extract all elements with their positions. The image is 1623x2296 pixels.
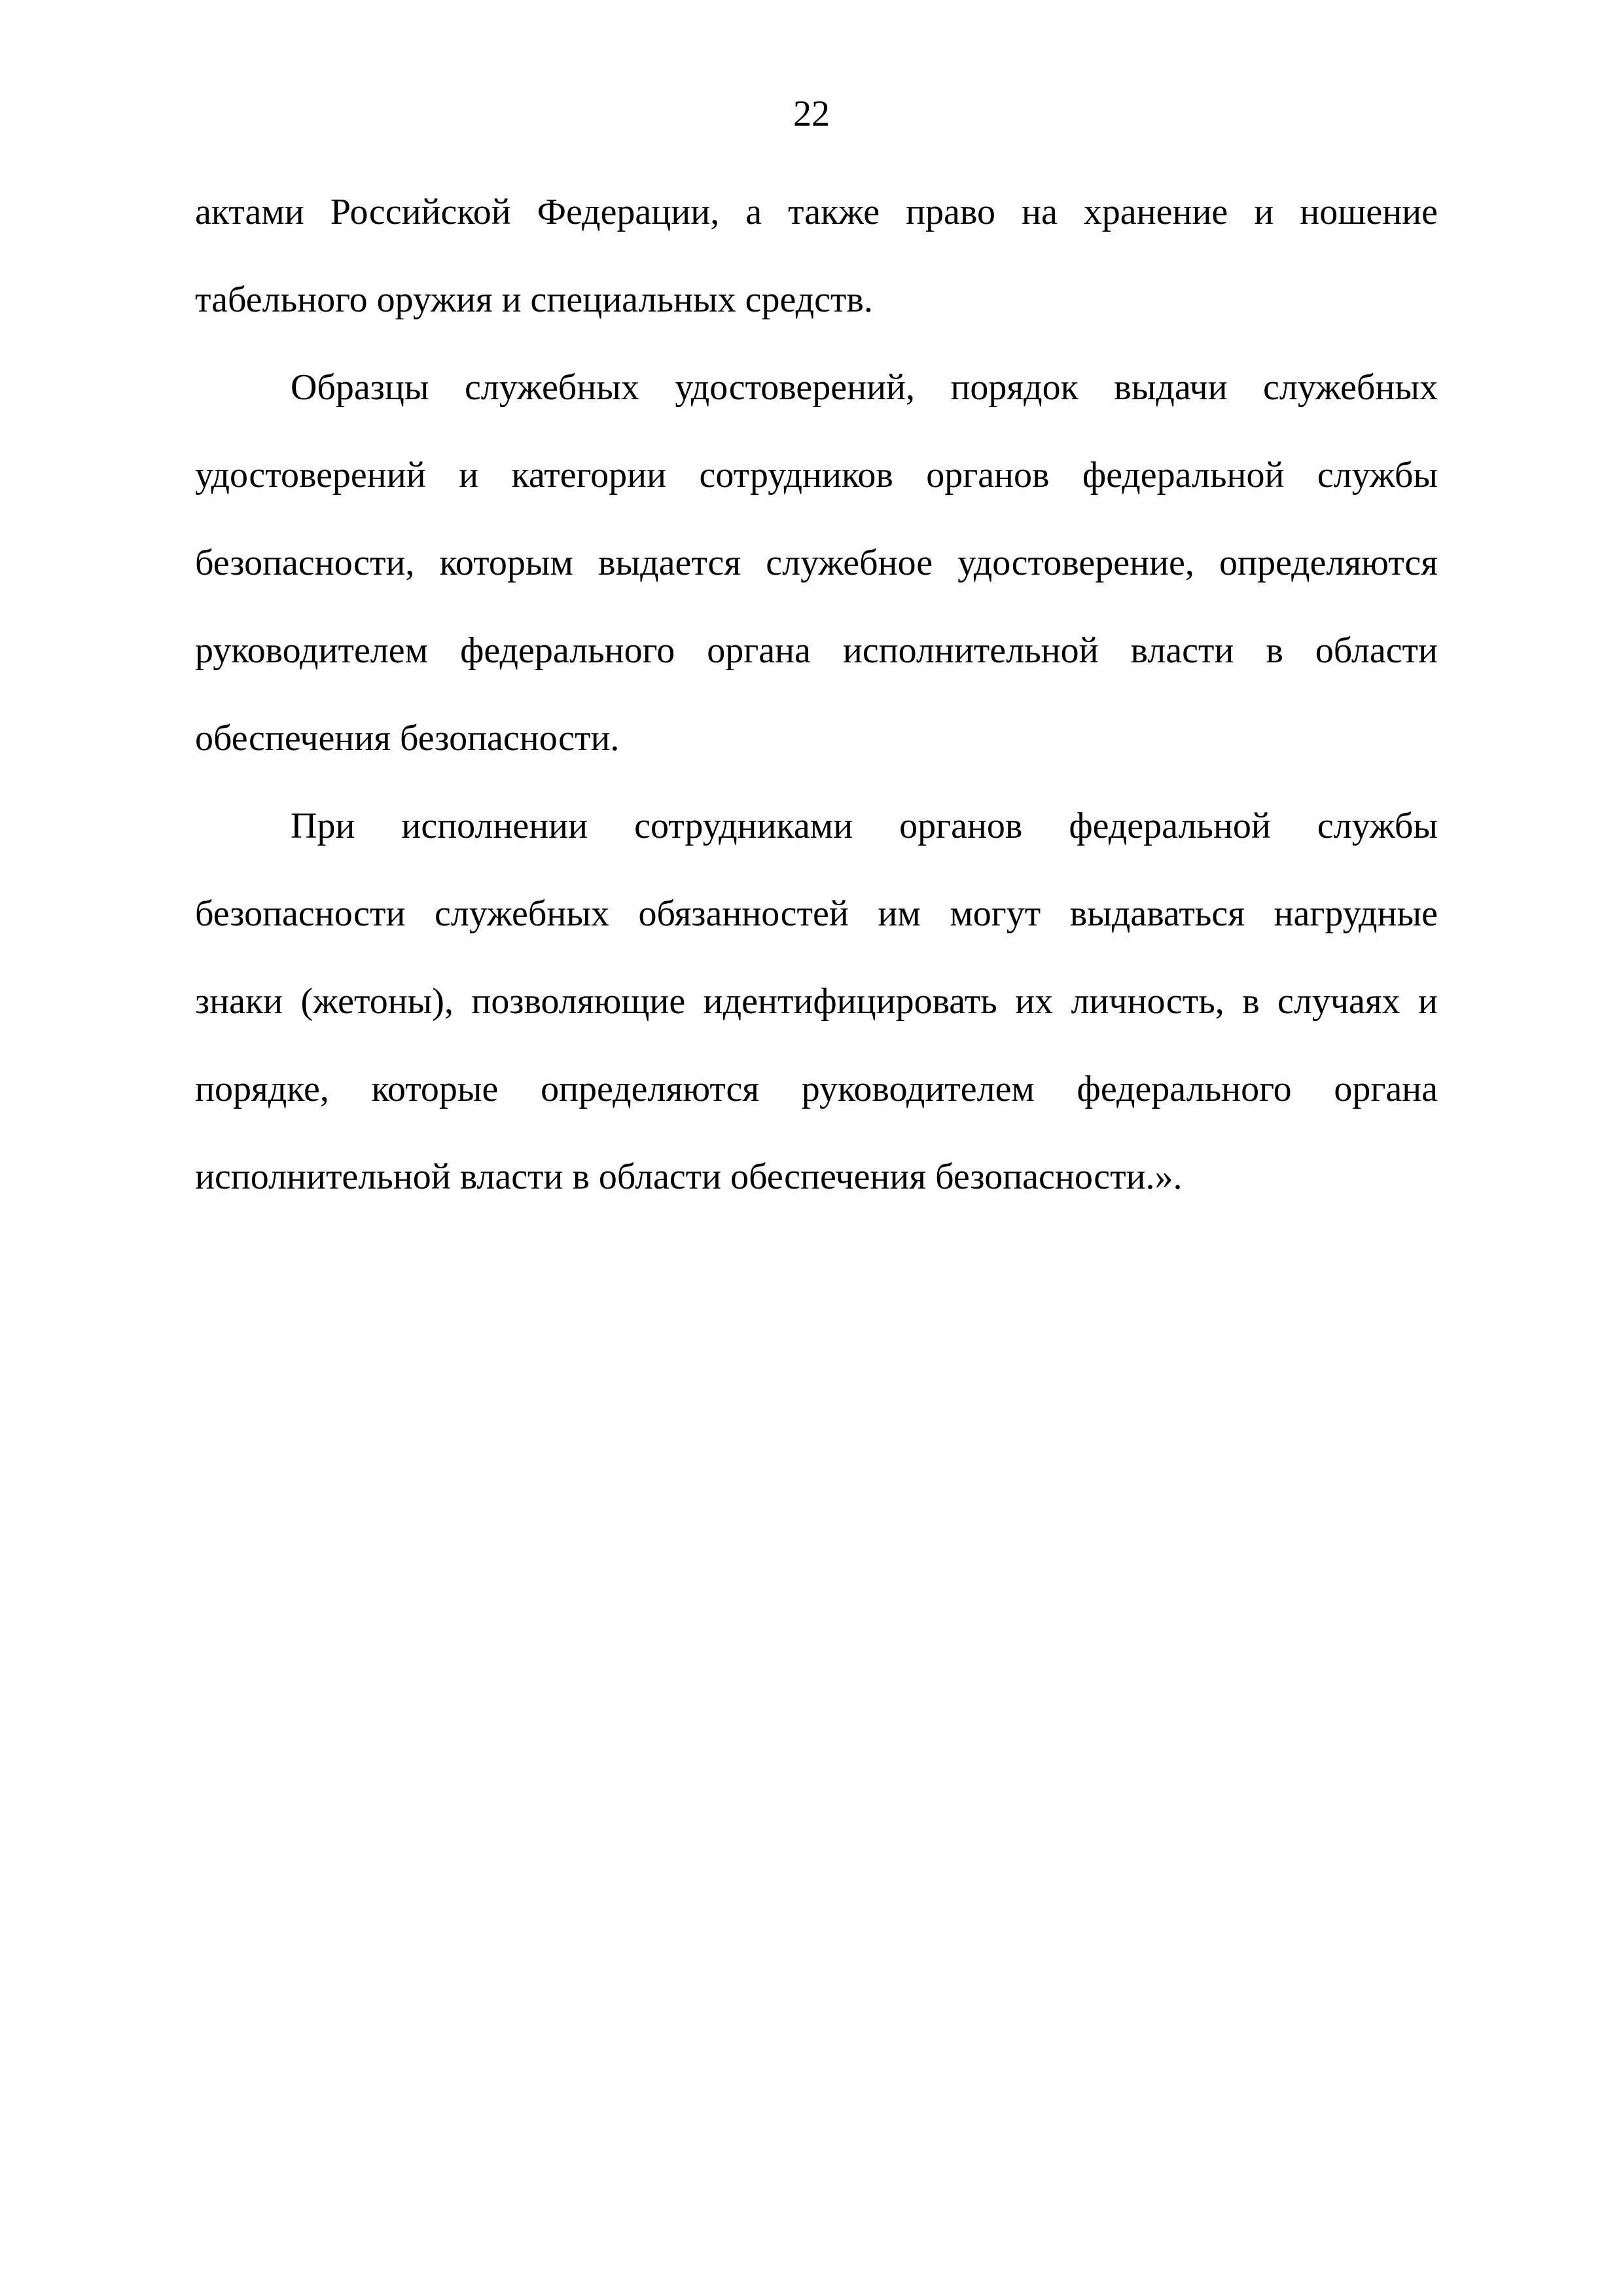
paragraph-line: безопасности служебных обязанностей им могут выдаваться нагрудные bbox=[195, 893, 1438, 934]
paragraph-line: безопасности, которым выдается служебное удостоверение, определяются bbox=[195, 543, 1438, 583]
paragraph-line: руководителем федерального органа исполнительной власти в области bbox=[195, 630, 1438, 671]
paragraph-line: знаки (жетоны), позволяющие идентифицировать их личность, в случаях и bbox=[195, 981, 1438, 1022]
paragraph-line: актами Российской Федерации, а также право на хранение и ношение bbox=[195, 192, 1438, 232]
paragraph-line: порядке, которые определяются руководителем федерального органа bbox=[195, 1069, 1438, 1109]
paragraph-line: обеспечения безопасности. bbox=[195, 718, 620, 759]
paragraph-line: табельного оружия и специальных средств. bbox=[195, 279, 873, 320]
paragraph-line: При исполнении сотрудниками органов федеральной службы bbox=[291, 806, 1438, 846]
page-number: 22 bbox=[793, 94, 830, 134]
paragraph-line: исполнительной власти в области обеспечения безопасности.». bbox=[195, 1157, 1183, 1197]
paragraph-line: Образцы служебных удостоверений, порядок выдачи служебных bbox=[291, 367, 1438, 408]
paragraph-line: удостоверений и категории сотрудников органов федеральной службы bbox=[195, 455, 1438, 495]
